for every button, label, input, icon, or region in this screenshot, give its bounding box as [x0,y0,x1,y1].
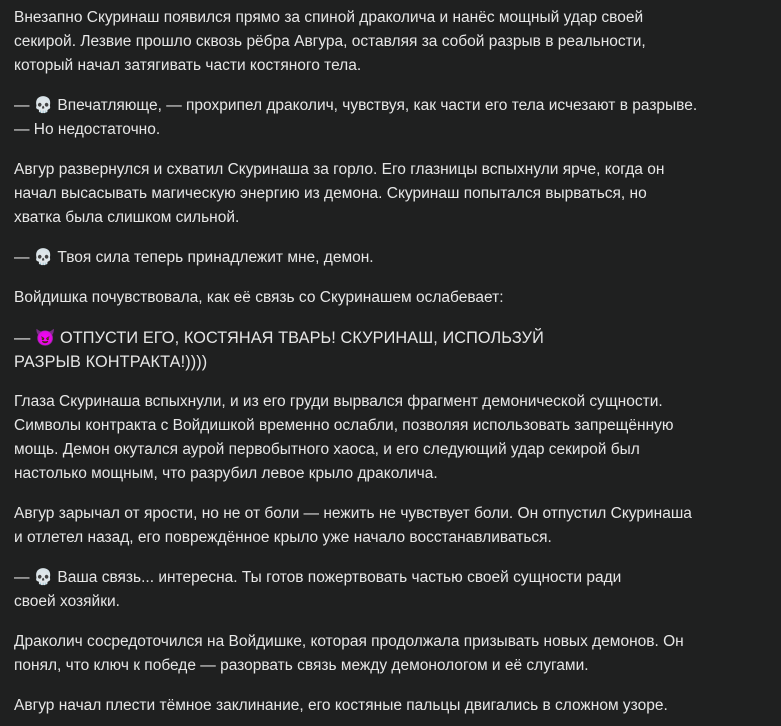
story-paragraph-7: Авгур начал плести тёмное заклинание, его костяные пальцы двигались в сложном узоре. [14,697,668,714]
story-paragraph-5: Авгур зарычал от ярости, но не от боли — нежить не чувствует боли. Он отпустил Скуринаша и отлетел назад, его повреждённое крыло уже начало восстанавливаться. [14,505,692,546]
dracolich-speech-3: — 💀 Ваша связь... интересна. Ты готов пожертвовать частью своей сущности ради своей хозяйки. [14,569,622,610]
story-paragraph-2: Авгур развернулся и схватил Скуринаша за горло. Его глазницы вспыхнули ярче, когда он начал высасывать магическую энергию из демона. Скуринаш попытался вырваться, но хватка была слишком сильной. [14,161,665,226]
dracolich-speech-1: — 💀 Впечатляюще, — прохрипел драколич, чувствуя, как части его тела исчезают в разрыве. — Но недостаточно. [14,97,698,138]
story-paragraph-3: Войдишка почувствовала, как её связь со Скуринашем ослабевает: [14,289,504,306]
dracolich-speech-2: — 💀 Твоя сила теперь принадлежит мне, демон. [14,249,374,266]
story-paragraph-1: Внезапно Скуринаш появился прямо за спиной драколича и нанёс мощный удар своей секирой. Лезвие прошло сквозь рёбра Авгура, оставляя за собой разрыв в реальности, который начал затягивать части костяного тела. [14,9,646,74]
voidishka-shout: — 😈 ОТПУСТИ ЕГО, КОСТЯНАЯ ТВАРЬ! СКУРИНАШ, ИСПОЛЬЗУЙ РАЗРЫВ КОНТРАКТА!)))) [14,329,544,371]
story-paragraph-4: Глаза Скуринаша вспыхнули, и из его груди вырвался фрагмент демонической сущности. Символы контракта с Войдишкой временно ослабли, позволяя использовать запрещённую мощь. Демон окутался аурой первобытного хаоса, и его следующий удар секирой был настолько мощным, что разрубил левое крыло драколича. [14,393,674,482]
story-paragraph-6: Драколич сосредоточился на Войдишке, которая продолжала призывать новых демонов. Он понял, что ключ к победе — разорвать связь между демонологом и её слугами. [14,633,684,674]
